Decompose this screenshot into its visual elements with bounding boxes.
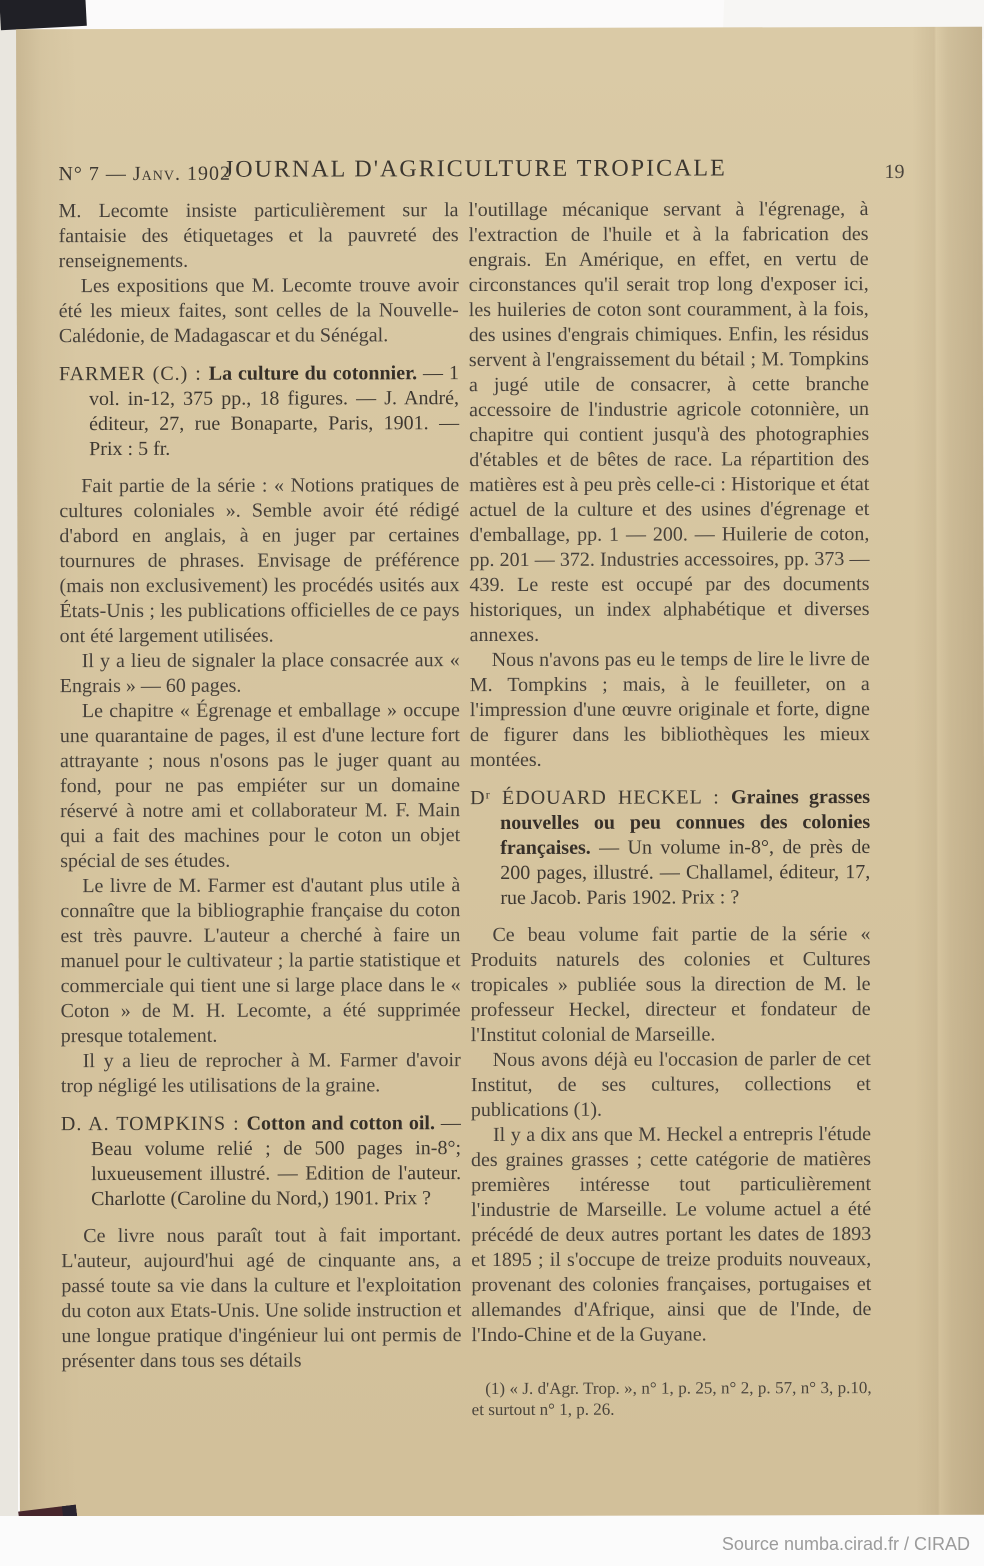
right-column <box>468 197 871 1437</box>
book-entry-title: La culture du cotonnier. <box>208 362 418 385</box>
paragraph: Nous n'avons pas eu le temps de lire le livre de M. Tompkins ; mais, à le feuilleter, on a l'impression d'une œuvre originale et forte, digne de figurer dans les bibliothèques les mieux montées. <box>469 648 870 772</box>
book-entry-title: Cotton and cotton oil. <box>246 1112 435 1135</box>
book-entry-heckel <box>470 785 870 911</box>
source-attribution: Source numba.cirad.fr / CIRAD <box>721 1534 970 1554</box>
paragraph: Il y a lieu de signaler la place consacrée aux « Engrais » — 60 pages. <box>59 649 460 698</box>
book-entry-author: Dʳ ÉDOUARD HECKEL : <box>470 786 732 810</box>
book-entry-details: — 1 vol. in-12, 375 pp., 18 figures. — J. André, éditeur, 27, rue Bonaparte, Paris, 1901. — Prix : 5 fr. <box>88 362 460 461</box>
journal-title: JOURNAL D'AGRICULTURE TROPICALE <box>223 155 727 183</box>
paragraph: M. Lecomte insiste particulièrement sur la fantaisie des étiquetages et la pauvreté des renseignements. <box>58 199 459 273</box>
paragraph: Nous avons déjà eu l'occasion de parler de cet Institut, de ses cultures, collections et publications (1). <box>470 1048 871 1122</box>
paragraph: Le chapitre « Égrenage et emballage » occupe une quarantaine de pages, il est d'une lecture fort attrayante ; nous n'osons pas le juger quant au fond, pour ne pas empiéter sur un domaine réservé à notre ami et collaborateur M. F. Main qui a fait des machines pour le coton un objet spécial de ses études. <box>59 699 461 873</box>
footnote: (1) « J. d'Agr. Trop. », n° 1, p. 25, n° 2, p. 57, n° 3, p.10, et surtout n° 1, p. 26. <box>471 1378 872 1420</box>
paragraph: Il y a lieu de reprocher à M. Farmer d'avoir trop négligé les utilisations de la graine. <box>60 1049 461 1098</box>
paragraph: Il y a dix ans que M. Heckel a entrepris l'étude des graines grasses ; cette catégorie de matières premières intéresse tout particulièrement l'industrie de Marseille. Le volume actuel a été précédé de deux autres portant les dates de 1893 et 1895 ; il s'occupe de treize produits nouveaux, provenant des colonies françaises, portugaises et allemandes d'Afrique, ainsi que de l'Inde, de l'Indo-Chine et de la Guyane. <box>470 1123 872 1347</box>
page-number: 19 <box>884 160 905 183</box>
paragraph: l'outillage mécanique servant à l'égrenage, à l'extraction de l'huile et à la fabrication des engrais. En Amérique, en effet, en vertu de circonstances qu'il serait trop long d'exposer ici, les huileries de coton sont couramment, à la fois, des usines d'engrais chimiques. Enfin, les résidus servent à l'engraissement du bétail ; M. Tompkins a jugé utile de consacrer, à cette branche accessoire de l'industrie agricole cotonnière, un chapitre qui contient jusqu'à des photographies d'étables et de bêtes de race. La répartition des matières est à peu près celle-ci : Historique et état actuel de la culture et des usines d'égrenage et d'emballage, pp. 1 — 200. — Huilerie de coton, pp. 201 — 372. Industries accessoires, pp. 373 — 439. Le reste est occupé par des documents historiques, un index alphabétique et diverses annexes. <box>468 198 870 647</box>
paragraph: Le livre de M. Farmer est d'autant plus utile à connaître que la bibliographie française du coton est très pauvre. L'auteur a cherché à faire un manuel pour le cultivateur ; la partie statistique et commerciale qui tient une si large place dans le « Coton » de M. H. Lecomte, a été supprimée presque totalement. <box>60 874 461 1048</box>
book-spine-corner <box>0 0 87 30</box>
book-entry-author: FARMER (C.) : <box>58 362 209 386</box>
paragraph: Les expositions que M. Lecomte trouve avoir été les mieux faites, sont celles de la Nouvelle-Calédonie, de Madagascar et du Sénégal. <box>58 274 459 348</box>
issue-date: N° 7 — Janv. 1902 <box>58 162 232 186</box>
book-entry-farmer <box>59 361 459 462</box>
journal-page <box>16 27 984 1518</box>
paragraph: Ce livre nous paraît tout à fait important. L'auteur, aujourd'hui agé de cinquante ans, a passé toute sa vie dans la culture et l'exploitation du coton aux Etats-Unis. Une solide instruction et une longue pratique d'ingénieur lui ont permis de présenter dans tous ses détails <box>61 1224 462 1373</box>
book-entry-details: — Beau volume relié ; de 500 pages in-8°; luxueusement illustré. — Edition de l'auteur. Charlotte (Caroline du Nord,) 1901. Prix ? <box>90 1112 462 1211</box>
paragraph: Fait partie de la série : « Notions pratiques de cultures coloniales ». Semble avoir été rédigé d'abord en anglais, à en juger par certaines tournures de phrases. Envisage de préférence (mais non exclusivement) les procédés usités aux États-Unis ; les publications officielles de ce pays ont été largement utilisées. <box>59 474 460 648</box>
book-entry-details: — Un volume in-8°, de près de 200 pages, illustré. — Challamel, éditeur, 17, rue Jacob. Paris 1902. Prix : ? <box>500 836 871 910</box>
book-entry-author: D. A. TOMPKINS : <box>60 1112 247 1136</box>
left-column <box>58 198 461 1374</box>
book-entry-title: Graines grasses nouvelles ou peu connues des colonies françaises. <box>500 786 871 860</box>
scan-edge-strip <box>0 0 18 1520</box>
paragraph: Ce beau volume fait partie de la série « Produits naturels des colonies et Cultures tropicales » publiée sous la direction de M. le professeur Heckel, directeur et fondateur de l'Institut colonial de Marseille. <box>470 923 871 1047</box>
page-header <box>58 155 922 191</box>
book-entry-tompkins <box>61 1111 461 1212</box>
